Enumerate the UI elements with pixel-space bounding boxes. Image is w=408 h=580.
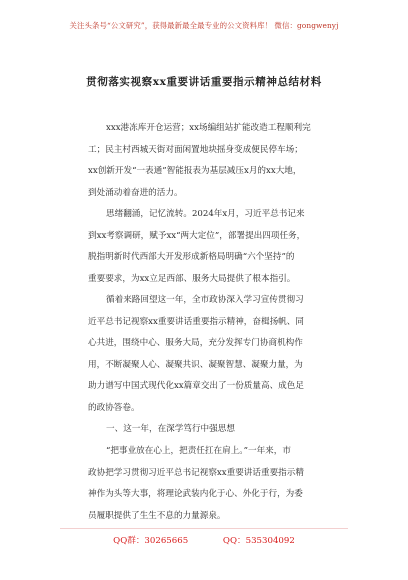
text-line: 脱指明新时代西部大开发形成新格局明确“六个坚持”的 xyxy=(88,252,295,262)
text-line: 到xx考察调研，赋予xx“两大定位”，部署提出四项任务， xyxy=(88,230,306,241)
text-line: 政协把学习贯彻习近平总书记视察xx重要讲话重要指示精 xyxy=(88,467,304,478)
header-banner: 关注头条号“公文研究”，获得最新最全最专业的公文资料库！ 微信：gongwenyj xyxy=(69,21,339,30)
text-line: 思绪翻涌，记忆流转。2024年x月，习近平总书记来 xyxy=(106,209,305,219)
paragraph-2 xyxy=(88,204,334,290)
section-heading xyxy=(88,419,334,441)
text-line: 到处涌动着奋进的活力。 xyxy=(88,187,183,198)
text-line: xx创新开发“一表通”智能报表为基层减压x月的xx大地， xyxy=(88,166,302,176)
text-line: “把事业放在心上，把责任扛在肩上。”一年来，市 xyxy=(106,446,291,456)
text-line: 循着来路回望这一年，全市政协深入学习宣传贯彻习 xyxy=(106,295,304,305)
footer-divider xyxy=(60,528,348,529)
footer xyxy=(0,534,408,546)
paragraph-4 xyxy=(88,441,334,527)
text-line: 员履职提供了生生不息的力量源泉。 xyxy=(88,510,226,521)
qq-number: QQ：535304092 xyxy=(222,536,295,546)
text-line: 工；民主村西城天街对面闲置地块摇身变成便民停车场； xyxy=(88,144,303,155)
text-line: xxx港冻库开仓运营；xx场编组站扩能改造工程顺利完 xyxy=(106,123,311,133)
text-line: 重要要求，为xx立足西部、服务大局提供了根本指引。 xyxy=(88,273,296,284)
paragraph-3 xyxy=(88,290,334,419)
text-line: 的政协答卷。 xyxy=(88,402,140,413)
paragraph-1 xyxy=(88,118,334,204)
text-line: 一、这一年，在深学笃行中强思想 xyxy=(106,424,235,434)
text-line: 心共进，围绕中心、服务大局，充分发挥专门协商机构作 xyxy=(88,338,303,348)
text-line: 助力谱写中国式现代化xx篇章交出了一份质量高、成色足 xyxy=(88,381,304,391)
text-line: 神作为头等大事，将理论武装内化于心、外化于行，为委 xyxy=(88,489,303,499)
text-line: 近平总书记视察xx重要讲话重要指示精神，奋楫扬帆、同 xyxy=(88,316,304,327)
document-title: 贯彻落实视察xx重要讲话重要指示精神总结材料 xyxy=(86,76,322,88)
text-line: 用，不断凝聚人心、凝聚共识、凝聚智慧、凝聚力量，为 xyxy=(88,359,303,370)
qq-group-number: QQ群：30265665 xyxy=(113,536,189,546)
